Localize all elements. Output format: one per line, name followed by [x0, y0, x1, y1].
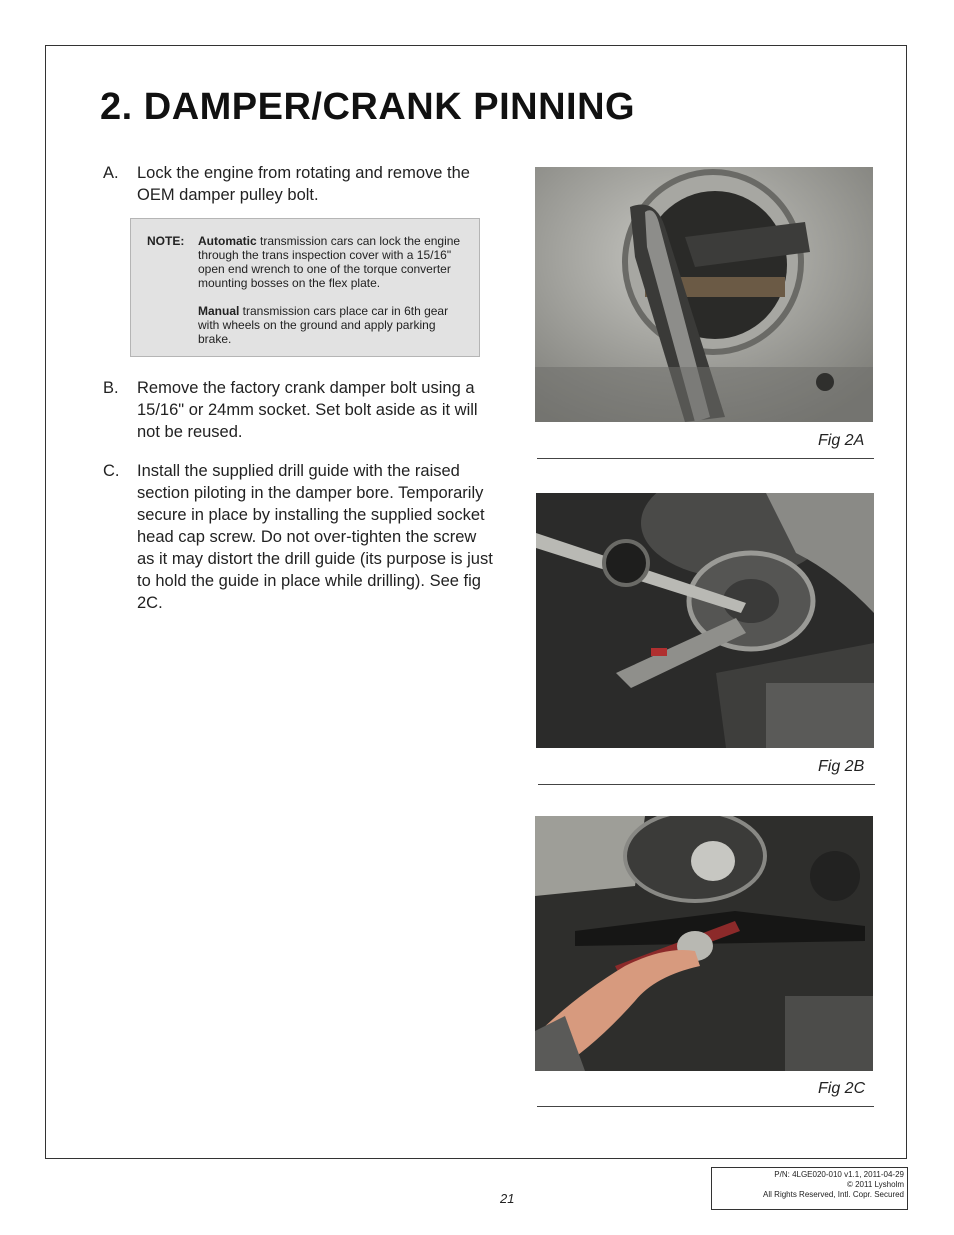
page-title: 2. DAMPER/CRANK PINNING [100, 86, 636, 128]
note-automatic [198, 234, 466, 290]
figure-2a-photo [535, 167, 873, 422]
note-label: NOTE: [147, 234, 185, 248]
note-manual-text: transmission cars place car in 6th gear with wheels on the ground and apply parking brake. [198, 304, 449, 346]
step-text: Remove the factory crank damper bolt using a 15/16" or 24mm socket. Set bolt aside as it will not be reused. [137, 379, 478, 441]
figure-2a-caption: Fig 2A [818, 432, 865, 449]
note-manual-bold: Manual [198, 304, 240, 318]
copyright: © 2011 Lysholm [846, 1180, 904, 1189]
figure-2b-caption: Fig 2B [818, 758, 865, 775]
part-number: P/N: 4LGE020-010 v1.1, 2011-04-29 [774, 1170, 904, 1179]
note-body [198, 234, 466, 360]
figure-2b-rule [538, 784, 875, 785]
step-c [103, 460, 498, 614]
note-automatic-text: transmission cars can lock the engine through the trans inspection cover with a 15/16" open end wrench to one of the torque converter mounting bosses on the flex plate. [198, 234, 461, 290]
note-automatic-bold: Automatic [198, 234, 257, 248]
step-letter: C. [103, 462, 120, 480]
figure-2c-photo [535, 816, 873, 1071]
note-manual [198, 304, 466, 346]
rights-notice: All Rights Reserved, Intl. Copr. Secured [763, 1190, 904, 1199]
note-box [130, 218, 480, 357]
step-a [103, 162, 498, 206]
figure-2c-caption: Fig 2C [818, 1080, 866, 1097]
page-number: 21 [500, 1191, 515, 1206]
step-letter: B. [103, 379, 119, 397]
figure-2a-rule [537, 458, 874, 459]
step-b [103, 377, 498, 443]
figure-2b-photo [536, 493, 874, 748]
step-text: Lock the engine from rotating and remove the OEM damper pulley bolt. [137, 164, 470, 204]
step-letter: A. [103, 164, 119, 182]
figure-2c-rule [537, 1106, 874, 1107]
footer-info-box [711, 1167, 908, 1210]
step-text: Install the supplied drill guide with the raised section piloting in the damper bore. Temporarily secure in place by installing the supplied socket head cap screw. Do not over-tighten the screw as it may distort the drill guide (its purpose is just to hold the guide in place while drilling). See fig 2C. [137, 462, 493, 612]
